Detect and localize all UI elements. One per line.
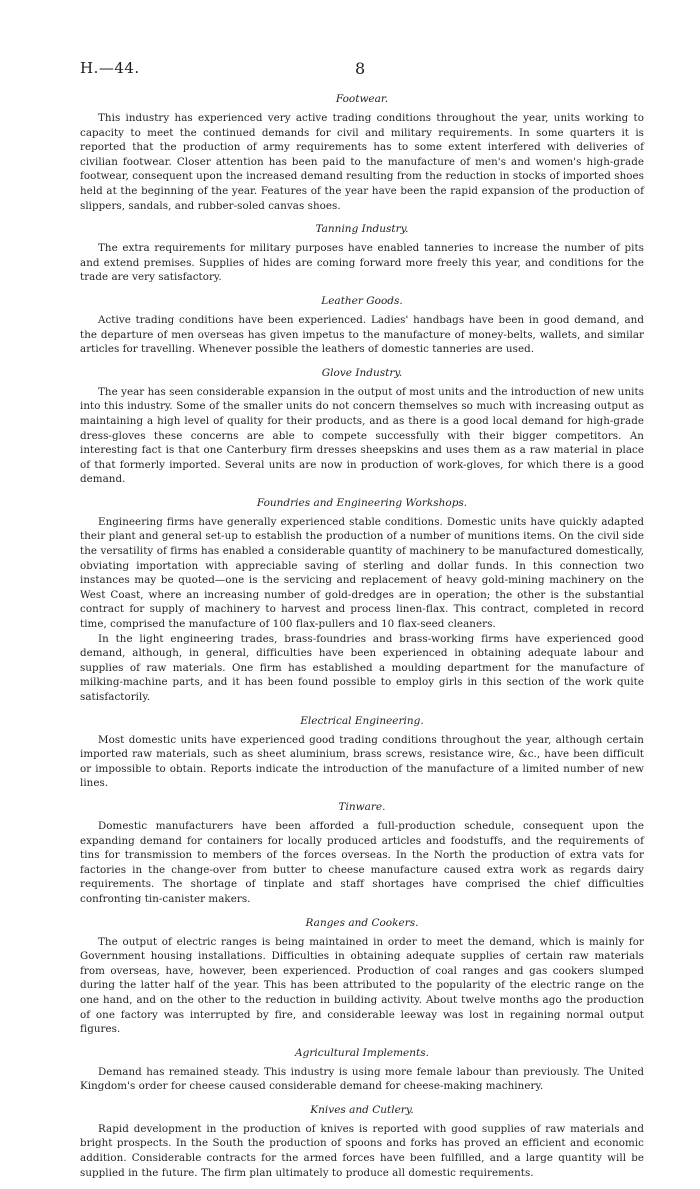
section-agricultural-implements <box>80 1046 644 1094</box>
section-heading: Foundries and Engineering Workshops. <box>256 496 468 509</box>
section-heading: Tinware. <box>338 800 386 813</box>
section-heading: Leather Goods. <box>321 294 403 307</box>
section-glove-industry <box>80 366 644 487</box>
paragraph: Most domestic units have experienced good trading conditions throughout the year, although certain imported raw materials, such as sheet aluminium, brass screws, resistance wire, &c., have been difficult or impossible to obtain. Reports indicate the introduction of the manufacture of a limited number of new lines. <box>80 733 644 790</box>
section-heading: Agricultural Implements. <box>295 1046 429 1059</box>
section-heading: Footwear. <box>335 93 389 105</box>
paragraph: The output of electric ranges is being maintained in order to meet the demand, which is mainly for Government housing installations. Difficulties in obtaining adequate supplies of certain raw materials from overseas, have, however, been experienced. Production of coal ranges and gas cookers slumped during the latter half of the year. This has been attributed to the popularity of the electric range on the one hand, and on the other to the reduction in building activity. About twelve months ago the production of one factory was interrupted by fire, and considerable leeway was lost in regaining normal output figures. <box>80 935 644 1036</box>
section-heading: Ranges and Cookers. <box>305 916 419 929</box>
paragraph: The year has seen considerable expansion in the output of most units and the introduction of new units into this industry. Some of the smaller units do not concern themselves so much with increasing output as maintaining a high level of quality for their products, and as there is a good local demand for high-grade dress-gloves these concerns are able to compete successfully with their bigger competitors. An interesting fact is that one Canterbury firm dresses sheepskins and uses them as a raw material in place of that formerly imported. Several units are now in production of work-gloves, for which there is a good demand. <box>80 385 644 486</box>
section-heading: Glove Industry. <box>321 366 403 379</box>
body-content <box>80 92 644 1189</box>
paragraph: The extra requirements for military purposes have enabled tanneries to increase the number of pits and extend premises. Supplies of hides are coming forward more freely this year, and conditions for the trade are very satisfactory. <box>80 242 644 284</box>
paragraph: Demand has remained steady. This industry is using more female labour than previously. The United Kingdom's order for cheese caused considerable demand for cheese-making machinery. <box>80 1065 644 1093</box>
section-tinware <box>80 800 644 907</box>
section-leather-goods <box>80 294 644 357</box>
document-reference: H.—44. <box>80 59 140 77</box>
section-foundries-engineering <box>80 496 644 705</box>
page-number: 8 <box>355 59 366 78</box>
section-electrical-engineering <box>80 714 644 791</box>
paragraph: Active trading conditions have been experienced. Ladies' handbags have been in good demand, and the departure of men overseas has given impetus to the manufacture of money-belts, wallets, and similar articles for travelling. Whenever possible the leathers of domestic tanneries are used. <box>80 313 644 356</box>
paragraph: Domestic manufacturers have been afforded a full-production schedule, consequent upon the expanding demand for containers for locally produced articles and foodstuffs, and the requirements of tins for transmission to members of the forces overseas. In the North the production of extra vats for factories in the change-over from butter to cheese manufacture caused extra work as regards dairy requirements. The shortage of tinplate and staff shortages have comprised the chief difficulties confronting tin-canister makers. <box>80 819 644 905</box>
paragraph: Rapid development in the production of knives is reported with good supplies of raw materials and bright prospects. In the South the production of spoons and forks has proved an efficient and economic addition. Considerable contracts for the armed forces have been fulfilled, and a large quantity will be supplied in the future. The firm plan ultimately to produce all domestic requirements. <box>80 1122 644 1179</box>
section-heading: Tanning Industry. <box>315 223 409 236</box>
section-heading: Electrical Engineering. <box>300 714 424 727</box>
section-footwear <box>80 92 644 213</box>
section-tanning-industry <box>80 222 644 285</box>
paragraph: Engineering firms have generally experienced stable conditions. Domestic units have quickly adapted their plant and general set-up to establish the production of a number of munitions items. On the civil side the versatility of firms has enabled a considerable quantity of machinery to be manufactured domestically, obviating importation with appreciable saving of sterling and dollar funds. In this connection two instances may be quoted—one is the servicing and replacement of heavy gold-mining machinery on the West Coast, where an increasing number of gold-dredges are in operation; the other is the substantial contract for supply of machinery to harvest and process linen-flax. This contract, completed in record time, comprised the manufacture of 100 flax-pullers and 10 flax-seed cleaners. <box>80 515 644 631</box>
section-heading: Knives and Cutlery. <box>310 1103 414 1116</box>
paragraph: This industry has experienced very active trading conditions throughout the year, units working to capacity to meet the continued demands for civil and military requirements. In some quarters it is reported that the production of army requirements has to some extent interfered with deliveries of civilian footwear. Closer attention has been paid to the manufacture of men's and women's high-grade footwear, consequent upon the increased demand resulting from the reduction in stocks of imported shoes held at the beginning of the year. Features of the year have been the rapid expansion of the production of slippers, sandals, and rubber-soled canvas shoes. <box>80 112 644 212</box>
paragraph: In the light engineering trades, brass-foundries and brass-working firms have experienced good demand, although, in general, difficulties have been experienced in obtaining adequate labour and supplies of raw materials. One firm has established a moulding department for the manufacture of milking-machine parts, and it has been found possible to employ girls in this section of the work quite satisfactorily. <box>80 632 644 703</box>
section-ranges-cookers <box>80 916 644 1037</box>
page-header <box>80 59 644 79</box>
section-knives-cutlery <box>80 1103 644 1180</box>
